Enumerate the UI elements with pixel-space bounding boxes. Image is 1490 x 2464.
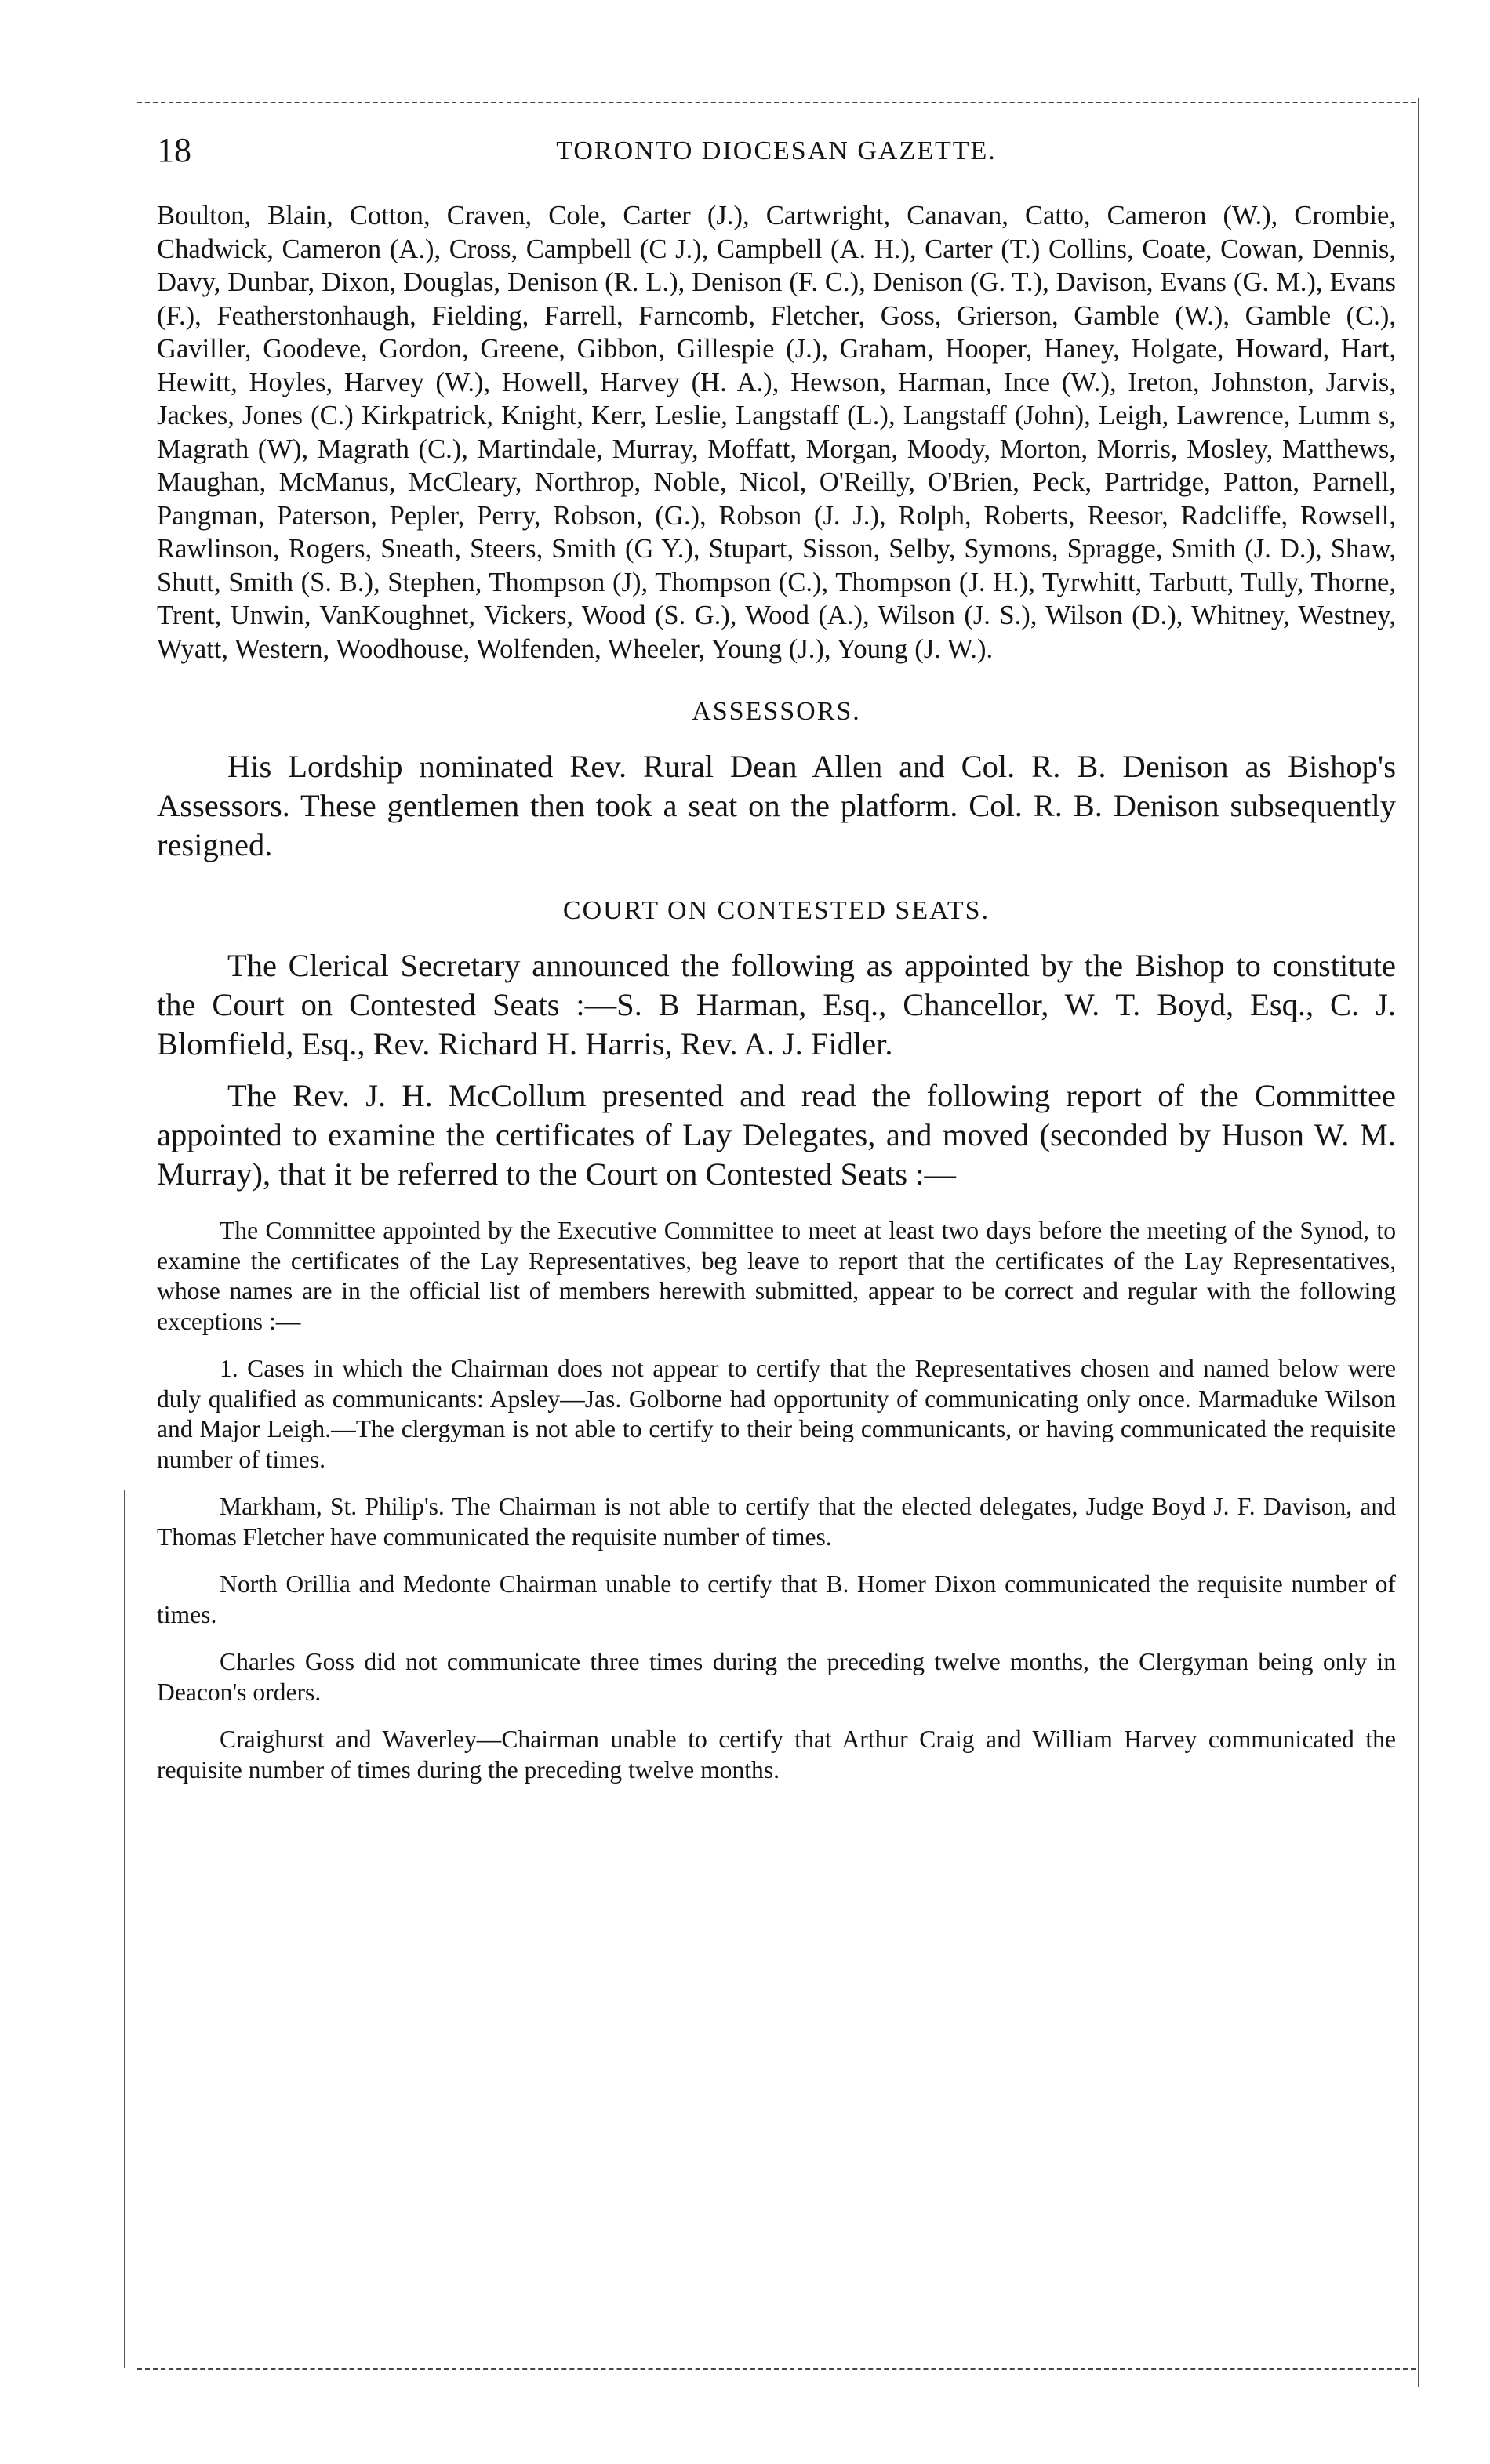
page-number: 18 [157,131,191,169]
report-paragraph: Markham, St. Philip's. The Chairman is not able to certify that the elected delegates, Judge Boyd J. F. Davison, and Thomas Fletcher have communicated the requisite number of times. [157,1493,1396,1551]
assessors-heading: ASSESSORS. [692,697,861,726]
report-paragraph: Craighurst and Waverley—Chairman unable to certify that Arthur Craig and William Harvey communicated the requisite number of times during the preceding twelve months. [157,1726,1396,1784]
gazette-page [157,125,1396,1802]
page-header [157,125,1396,180]
report-paragraph: Charles Goss did not communicate three times during the preceding twelve months, the Clergyman being only in Deacon's orders. [157,1648,1396,1706]
report-paragraph: North Orillia and Medonte Chairman unable to certify that B. Homer Dixon communicated the requisite number of times. [157,1570,1396,1628]
top-page-rule [137,102,1416,103]
delegate-names-list: Boulton, Blain, Cotton, Craven, Cole, Carter (J.), Cartwright, Canavan, Catto, Cameron (W.), Crombie, Chadwick, Cameron (A.), Cross, Campbell (C J.), Campbell (A. H.), Carter (T.) Collins, Coate, Cowan, Dennis, Davy, Dunbar, Dixon, Douglas, Denison (R. L.), Denison (F. C.), Denison (G. T.), Davison, Evans (G. M.), Evans (F.), Featherstonhaugh, Fielding, Farrell, Farncomb, Fletcher, Goss, Grierson, Gamble (W.), Gamble (C.), Gaviller, Goodeve, Gordon, Greene, Gibbon, Gillespie (J.), Graham, Hooper, Haney, Holgate, Howard, Hart, Hewitt, Hoyles, Harvey (W.), Howell, Harvey (H. A.), Hewson, Harman, Ince (W.), Ireton, Johnston, Jarvis, Jackes, Jones (C.) Kirkpatrick, Knight, Kerr, Leslie, Langstaff (L.), Langstaff (John), Leigh, Lawrence, Lumm s, Magrath (W), Magrath (C.), Martindale, Murray, Moffatt, Morgan, Moody, Morton, Morris, Mosley, Matthews, Maughan, McManus, McCleary, Northrop, Noble, Nicol, O'Reilly, O'Brien, Peck, Partridge, Patton, Parnell, Pangman, Paterson, Pepler, Perry, Robson, (G.), Robson (J. J.), Rolph, Roberts, Reesor, Radcliffe, Rowsell, Rawlinson, Rogers, Sneath, Steers, Smith (G Y.), Stupart, Sisson, Selby, Symons, Spragge, Smith (J. D.), Shaw, Shutt, Smith (S. B.), Stephen, Thompson (J), Thompson (C.), Thompson (J. H.), Tyrwhitt, Tarbutt, Tully, Thorne, Trent, Unwin, VanKoughnet, Vickers, Wood (S. G.), Wood (A.), Wilson (J. S.), Wilson (D.), Whitney, Westney, Wyatt, Western, Woodhouse, Wolfenden, Wheeler, Young (J.), Young (J. W.). [157,201,1396,664]
page-title: TORONTO DIOCESAN GAZETTE. [556,136,997,165]
left-margin-line [124,1490,125,2368]
court-paragraph-2: The Rev. J. H. McCollum presented and read the following report of the Committee appointed to examine the certificates of Lay Delegates, and moved (seconded by Huson W. M. Murray), that it be referred to the Court on Contested Seats :— [157,1078,1396,1192]
assessors-paragraph: His Lordship nominated Rev. Rural Dean Allen and Col. R. B. Denison as Bishop's Assessors. These gentlemen then took a seat on the platform. Col. R. B. Denison subsequently resigned. [157,749,1396,862]
bottom-page-rule [137,2368,1416,2370]
report-paragraph: 1. Cases in which the Chairman does not appear to certify that the Representatives chosen and named below were duly qualified as communicants: Apsley—Jas. Golborne had opportunity of communicating only once. Marmaduke Wilson and Major Leigh.—The clergyman is not able to certify to their being communicants, or having communicated the requisite number of times. [157,1355,1396,1473]
right-margin-line [1418,98,1419,2387]
report-paragraph: The Committee appointed by the Executive Committee to meet at least two days before the meeting of the Synod, to examine the certificates of the Lay Representatives, beg leave to report that the certificates of the Lay Representatives, whose names are in the official list of members herewith submitted, appear to be correct and regular with the following exceptions :— [157,1217,1396,1335]
court-paragraph-1: The Clerical Secretary announced the following as appointed by the Bishop to constitute the Court on Contested Seats :—S. B Harman, Esq., Chancellor, W. T. Boyd, Esq., C. J. Blomfield, Esq., Rev. Richard H. Harris, Rev. A. J. Fidler. [157,948,1396,1061]
court-heading: COURT ON CONTESTED SEATS. [562,896,990,925]
